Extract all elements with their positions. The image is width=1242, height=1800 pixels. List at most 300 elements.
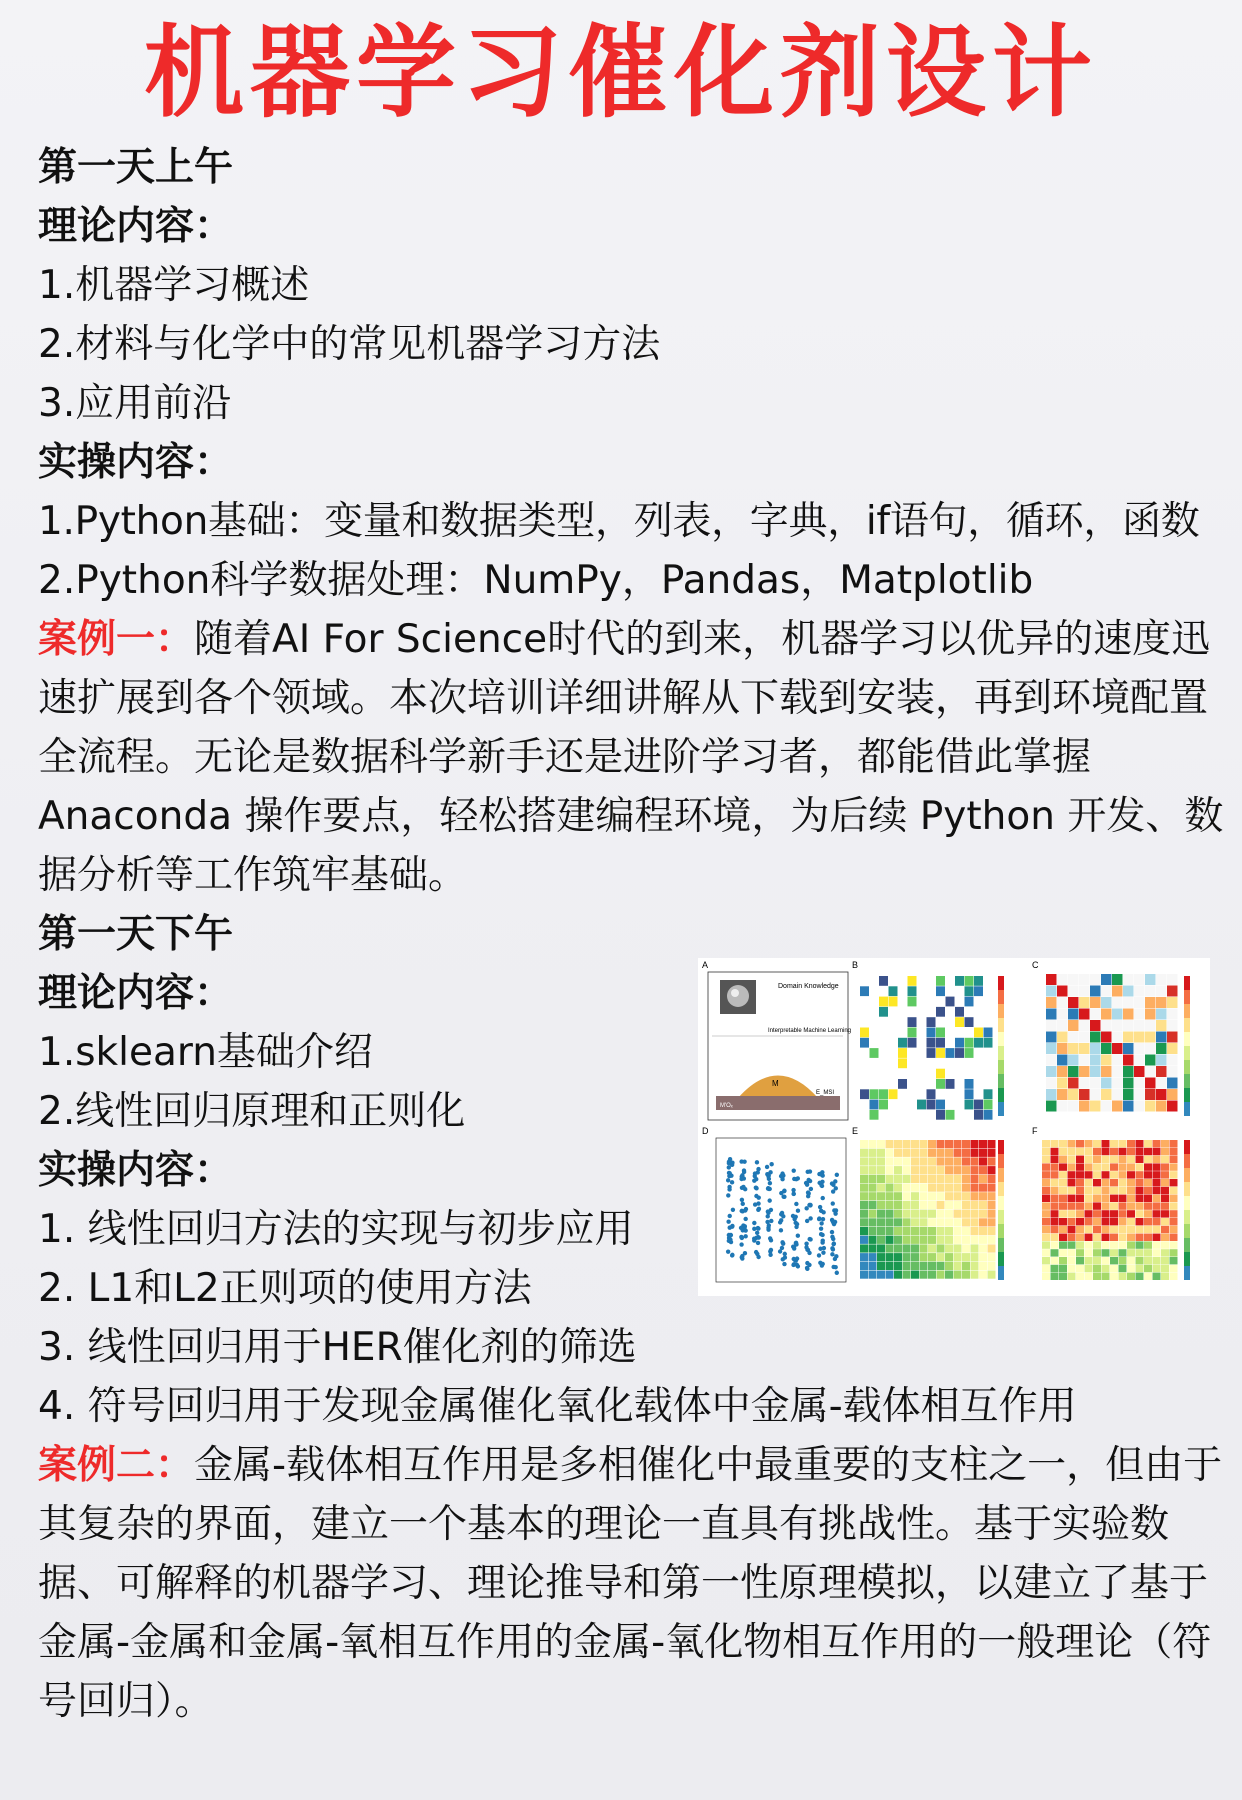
heatmap-cell [1144, 1241, 1152, 1248]
heatmap-cell [1170, 1148, 1178, 1155]
heatmap-cell [1076, 1179, 1084, 1186]
heatmap-cell [1068, 1163, 1076, 1170]
heatmap-cell [1068, 1089, 1079, 1100]
heatmap-cell [1059, 1179, 1067, 1186]
heatmap-cell [903, 1184, 911, 1192]
heatmap-cell [954, 1201, 962, 1209]
heatmap-cell [869, 1262, 877, 1270]
heatmap-cell [1102, 1249, 1110, 1256]
heatmap-cell [1085, 1179, 1093, 1186]
heatmap-cell [1059, 1257, 1067, 1264]
heatmap-cell [1090, 1055, 1101, 1066]
heatmap-cell [1161, 1257, 1169, 1264]
heatmap-cell [1170, 1218, 1178, 1225]
scatter-point [819, 1226, 823, 1230]
heatmap-cell [1127, 1202, 1135, 1209]
colorbar-cell [1184, 1168, 1190, 1182]
heatmap-cell [937, 1253, 945, 1261]
heatmap-cell [1161, 1202, 1169, 1209]
heatmap-cell [1085, 1202, 1093, 1209]
scatter-point [779, 1228, 783, 1232]
heatmap-cell [1102, 1202, 1110, 1209]
scatter-point [741, 1185, 745, 1189]
scatter-point [730, 1253, 734, 1257]
heatmap-cell [1127, 1140, 1135, 1147]
heatmap-cell [1102, 1241, 1110, 1248]
heatmap-cell [1156, 1020, 1167, 1031]
heatmap-cell [971, 1271, 979, 1279]
heatmap-cell [988, 1201, 996, 1209]
scatter-point [755, 1231, 759, 1235]
heatmap-cell [1059, 1148, 1067, 1155]
heatmap-cell [1127, 1257, 1135, 1264]
heatmap-cell [869, 1271, 877, 1279]
colorbar-cell [998, 1018, 1004, 1032]
heatmap-cell [1110, 1226, 1118, 1233]
heatmap-cell [1134, 1066, 1145, 1077]
list-item: 3.应用前沿 [38, 381, 232, 426]
heatmap-cell [1042, 1257, 1050, 1264]
heatmap-cell [928, 1253, 936, 1261]
heatmap-cell [954, 1218, 962, 1226]
heatmap-cell [937, 1236, 945, 1244]
heatmap-cell [1068, 1202, 1076, 1209]
heatmap-cell [1136, 1249, 1144, 1256]
heatmap-cell [1161, 1163, 1169, 1170]
scatter-point [767, 1198, 771, 1202]
heatmap-cell [920, 1201, 928, 1209]
heatmap-cell [1153, 1171, 1161, 1178]
heatmap-cell [1119, 1179, 1127, 1186]
heatmap-cell [1167, 1078, 1178, 1089]
heatmap-cell [1144, 1218, 1152, 1225]
scatter-point [817, 1172, 821, 1176]
heatmap-cell [1156, 997, 1167, 1008]
heatmap-cell [886, 1271, 894, 1279]
heatmap-cell [937, 1166, 945, 1174]
heatmap-cell [894, 1140, 902, 1148]
heatmap-cell [937, 1149, 945, 1157]
heatmap-cell [1136, 1202, 1144, 1209]
heatmap-cell [1042, 1234, 1050, 1241]
heatmap-cell [1119, 1210, 1127, 1217]
heatmap-cell [920, 1175, 928, 1183]
heatmap-cell [869, 1201, 877, 1209]
heatmap-cell [988, 1218, 996, 1226]
heatmap-cell [870, 1048, 879, 1058]
heatmap-cell [965, 1017, 974, 1027]
heatmap-cell [1057, 997, 1068, 1008]
heatmap-cell [877, 1175, 885, 1183]
heatmap-cell [962, 1157, 970, 1165]
heatmap-cell [1167, 1066, 1178, 1077]
heatmap-cell [1127, 1241, 1135, 1248]
heatmap-cell [1102, 1179, 1110, 1186]
colorbar-cell [998, 1252, 1004, 1266]
heatmap-cell [1145, 1101, 1156, 1112]
heatmap-cell [894, 1236, 902, 1244]
scatter-point [808, 1237, 812, 1241]
heatmap-cell [920, 1210, 928, 1218]
colorbar-cell [998, 1060, 1004, 1074]
heatmap-cell [945, 1253, 953, 1261]
heatmap-cell [920, 1227, 928, 1235]
heatmap-cell [1161, 1226, 1169, 1233]
heatmap-cell [1059, 1273, 1067, 1280]
heatmap-cell [879, 1100, 888, 1110]
heatmap-cell [894, 1157, 902, 1165]
heatmap-cell [886, 1184, 894, 1192]
heatmap-cell [1102, 1187, 1110, 1194]
heatmap-cell [927, 1028, 936, 1038]
heatmap-cell [1153, 1148, 1161, 1155]
list-item: 2. L1和L2正则项的使用方法 [38, 1266, 532, 1311]
scatter-point [835, 1173, 839, 1177]
heatmap-cell [879, 1089, 888, 1099]
heatmap-cell [1123, 1089, 1134, 1100]
course-content [38, 138, 1234, 1731]
heatmap-cell [927, 1038, 936, 1048]
scatter-point [809, 1187, 813, 1191]
heatmap-cell [1093, 1163, 1101, 1170]
heatmap-cell [1119, 1273, 1127, 1280]
heatmap-cell [1079, 1009, 1090, 1020]
scatter-point [791, 1214, 795, 1218]
heatmap-cell [1059, 1265, 1067, 1272]
heatmap-cell [1068, 1148, 1076, 1155]
heatmap-cell [877, 1244, 885, 1252]
heatmap-cell [860, 1149, 868, 1157]
heatmap-cell [1079, 1032, 1090, 1043]
heatmap-cell [908, 997, 917, 1007]
heatmap-cell [1057, 1101, 1068, 1112]
scatter-point [768, 1181, 772, 1185]
scatter-point [781, 1214, 785, 1218]
heatmap-cell [1119, 1156, 1127, 1163]
heatmap-cell [886, 1218, 894, 1226]
heatmap-cell [1046, 1089, 1057, 1100]
heatmap-cell [1112, 986, 1123, 997]
heatmap-cell [979, 1184, 987, 1192]
heatmap-cell [894, 1271, 902, 1279]
heatmap-cell [1110, 1202, 1118, 1209]
heatmap-cell [870, 1089, 879, 1099]
heatmap-cell [1093, 1249, 1101, 1256]
heatmap-cell [1068, 1218, 1076, 1225]
heatmap-cell [1153, 1241, 1161, 1248]
heatmap-cell [1123, 1101, 1134, 1112]
heatmap-cell [1051, 1187, 1059, 1194]
scatter-point [769, 1219, 773, 1223]
heatmap-cell [1161, 1241, 1169, 1248]
heatmap-cell [1102, 1273, 1110, 1280]
heatmap-cell [1090, 1089, 1101, 1100]
heatmap-cell [1153, 1179, 1161, 1186]
scatter-point [767, 1173, 771, 1177]
heatmap-cell [1161, 1171, 1169, 1178]
heatmap-cell [903, 1201, 911, 1209]
colorbar-cell [1184, 1210, 1190, 1224]
heatmap-cell [962, 1218, 970, 1226]
heatmap-cell [1110, 1249, 1118, 1256]
heatmap-cell [869, 1244, 877, 1252]
scatter-point [791, 1192, 795, 1196]
heatmap-cell [860, 1218, 868, 1226]
scatter-point [766, 1211, 770, 1215]
colorbar-cell [1184, 1018, 1190, 1032]
heatmap-cell [1093, 1140, 1101, 1147]
heatmap-cell [1110, 1257, 1118, 1264]
heatmap-cell [1042, 1202, 1050, 1209]
heatmap-cell [1167, 974, 1178, 985]
heatmap-cell [1112, 1066, 1123, 1077]
heatmap-cell [1085, 1273, 1093, 1280]
heatmap-cell [1059, 1210, 1067, 1217]
heatmap-cell [979, 1271, 987, 1279]
heatmap-cell [974, 976, 983, 986]
heatmap-cell [1090, 1101, 1101, 1112]
heatmap-cell [1167, 986, 1178, 997]
heatmap-cell [1085, 1163, 1093, 1170]
scatter-point [779, 1191, 783, 1195]
heatmap-cell [1051, 1202, 1059, 1209]
scatter-point [740, 1236, 744, 1240]
heatmap-cell [1068, 1179, 1076, 1186]
colorbar-cell [998, 1102, 1004, 1116]
heatmap-cell [1123, 974, 1134, 985]
colorbar-cell [1184, 1196, 1190, 1210]
heatmap-cell [1068, 1257, 1076, 1264]
heatmap-cell [1093, 1234, 1101, 1241]
heatmap-cell [1112, 1101, 1123, 1112]
heatmap-cell [1102, 1265, 1110, 1272]
panel-a-text: M'Oₓ [720, 1103, 733, 1109]
scatter-point [779, 1218, 783, 1222]
heatmap-cell [1136, 1163, 1144, 1170]
heatmap-cell [1102, 1234, 1110, 1241]
heatmap-cell [945, 1236, 953, 1244]
scatter-point [782, 1262, 786, 1266]
heatmap-cell [1134, 974, 1145, 985]
heatmap-cell [1161, 1218, 1169, 1225]
scatter-point [742, 1176, 746, 1180]
heatmap-cell [1145, 974, 1156, 985]
panel-b-heatmap [858, 972, 1004, 1122]
heatmap-cell [1046, 1032, 1057, 1043]
heatmap-cell [1051, 1195, 1059, 1202]
heatmap-cell [1134, 1009, 1145, 1020]
heatmap-cell [1068, 1055, 1079, 1066]
heatmap-cell [920, 1192, 928, 1200]
list-item: 1.sklearn基础介绍 [38, 1030, 373, 1075]
heatmap-cell [1076, 1163, 1084, 1170]
list-item: 1.Python基础：变量和数据类型，列表，字典，if语句，循环，函数 [38, 499, 1200, 544]
heatmap-cell [971, 1210, 979, 1218]
heatmap-cell [1119, 1234, 1127, 1241]
heatmap-cell [1101, 1043, 1112, 1054]
heatmap-cell [1144, 1265, 1152, 1272]
heatmap-cell [927, 1089, 936, 1099]
colorbar-cell [1184, 1004, 1190, 1018]
heatmap-cell [1046, 986, 1057, 997]
heatmap-cell [889, 986, 898, 996]
heatmap-cell [988, 1210, 996, 1218]
heatmap-cell [1068, 1273, 1076, 1280]
colorbar-cell [998, 990, 1004, 1004]
colorbar-cell [998, 1088, 1004, 1102]
heatmap-cell [1059, 1171, 1067, 1178]
heatmap-cell [965, 986, 974, 996]
heatmap-cell [911, 1192, 919, 1200]
heatmap-cell [1057, 974, 1068, 985]
heatmap-cell [1112, 1043, 1123, 1054]
heatmap-cell [1101, 1089, 1112, 1100]
heatmap-cell [1102, 1163, 1110, 1170]
heatmap-cell [1123, 1066, 1134, 1077]
colorbar-cell [1184, 1266, 1190, 1280]
heatmap-cell [920, 1184, 928, 1192]
scatter-point [820, 1233, 824, 1237]
heatmap-cell [954, 1227, 962, 1235]
heatmap-cell [1076, 1241, 1084, 1248]
heatmap-cell [962, 1227, 970, 1235]
heatmap-cell [1093, 1273, 1101, 1280]
heatmap-cell [928, 1210, 936, 1218]
heatmap-cell [1102, 1148, 1110, 1155]
heatmap-cell [879, 997, 888, 1007]
scatter-point [818, 1247, 822, 1251]
heatmap-cell [979, 1227, 987, 1235]
heatmap-cell [945, 1157, 953, 1165]
scatter-point [833, 1220, 837, 1224]
heatmap-cell [1119, 1163, 1127, 1170]
heatmap-cell [1156, 986, 1167, 997]
heatmap-cell [971, 1157, 979, 1165]
heatmap-cell [1093, 1187, 1101, 1194]
heatmap-cell [1156, 1043, 1167, 1054]
scatter-point [793, 1221, 797, 1225]
heatmap-cell [988, 1140, 996, 1148]
colorbar-cell [998, 1182, 1004, 1196]
heatmap-cell [1057, 1089, 1068, 1100]
heatmap-cell [908, 1038, 917, 1048]
heatmap-cell [928, 1236, 936, 1244]
colorbar-cell [998, 1032, 1004, 1046]
heatmap-cell [1093, 1148, 1101, 1155]
scatter-point [830, 1246, 834, 1250]
heatmap-cell [984, 1028, 993, 1038]
heatmap-cell [1123, 986, 1134, 997]
heatmap-cell [1051, 1156, 1059, 1163]
heatmap-cell [979, 1201, 987, 1209]
heatmap-cell [1136, 1226, 1144, 1233]
scatter-point [726, 1249, 730, 1253]
heatmap-cell [1051, 1234, 1059, 1241]
scatter-point [765, 1165, 769, 1169]
heatmap-cell [1144, 1187, 1152, 1194]
heatmap-cell [1134, 1032, 1145, 1043]
heatmap-cell [1144, 1210, 1152, 1217]
heatmap-cell [1057, 1055, 1068, 1066]
heatmap-cell [920, 1262, 928, 1270]
heatmap-cell [886, 1166, 894, 1174]
heatmap-cell [869, 1140, 877, 1148]
heatmap-cell [908, 1028, 917, 1038]
heatmap-cell [1076, 1148, 1084, 1155]
heatmap-cell [1079, 1078, 1090, 1089]
heatmap-cell [965, 1089, 974, 1099]
heatmap-cell [1068, 1249, 1076, 1256]
scatter-point [730, 1224, 734, 1228]
heatmap-cell [1076, 1226, 1084, 1233]
heatmap-cell [1112, 1020, 1123, 1031]
heatmap-cell [1059, 1226, 1067, 1233]
heatmap-cell [965, 1038, 974, 1048]
heatmap-cell [1079, 1089, 1090, 1100]
heatmap-cell [1090, 1009, 1101, 1020]
heatmap-cell [1068, 1265, 1076, 1272]
heatmap-cell [1156, 1066, 1167, 1077]
heatmap-cell [917, 1100, 926, 1110]
heatmap-cell [869, 1210, 877, 1218]
heatmap-cell [1153, 1210, 1161, 1217]
scatter-point [835, 1271, 839, 1275]
heatmap-cell [965, 1100, 974, 1110]
heatmap-cell [1145, 1020, 1156, 1031]
heatmap-cell [1127, 1265, 1135, 1272]
heatmap-cell [877, 1201, 885, 1209]
case-two-label: 案例二： [38, 1443, 195, 1488]
heatmap-cell [1079, 1020, 1090, 1031]
heatmap-cell [1057, 1032, 1068, 1043]
heatmap-cell [911, 1184, 919, 1192]
heatmap-cell [1167, 1043, 1178, 1054]
heatmap-cell [1079, 1066, 1090, 1077]
heatmap-cell [886, 1140, 894, 1148]
heatmap-cell [860, 1236, 868, 1244]
heatmap-cell [1068, 1032, 1079, 1043]
heatmap-cell [1042, 1273, 1050, 1280]
heatmap-cell [1068, 1226, 1076, 1233]
panel-a-text: Interpretable Machine Learning [768, 1028, 852, 1034]
list-item: 1. 线性回归方法的实现与初步应用 [38, 1207, 634, 1252]
heatmap-cell [1161, 1234, 1169, 1241]
heatmap-cell [860, 1244, 868, 1252]
heatmap-cell [894, 1218, 902, 1226]
heatmap-cell [903, 1244, 911, 1252]
heatmap-cell [1076, 1202, 1084, 1209]
panel-label: B [852, 960, 859, 970]
heatmap-cell [911, 1210, 919, 1218]
heatmap-cell [1101, 1009, 1112, 1020]
heatmap-cell [894, 1201, 902, 1209]
colorbar-cell [998, 1210, 1004, 1224]
colorbar-cell [1184, 976, 1190, 990]
heatmap-cell [936, 1028, 945, 1038]
heatmap-cell [979, 1210, 987, 1218]
heatmap-cell [1051, 1241, 1059, 1248]
heatmap-cell [1076, 1218, 1084, 1225]
heatmap-cell [860, 1192, 868, 1200]
heatmap-cell [954, 1244, 962, 1252]
heatmap-cell [1093, 1226, 1101, 1233]
heatmap-cell [903, 1166, 911, 1174]
scatter-point [796, 1264, 800, 1268]
heatmap-cell [920, 1244, 928, 1252]
heatmap-cell [1085, 1195, 1093, 1202]
scatter-point [805, 1261, 809, 1265]
case-two [38, 1436, 1234, 1731]
